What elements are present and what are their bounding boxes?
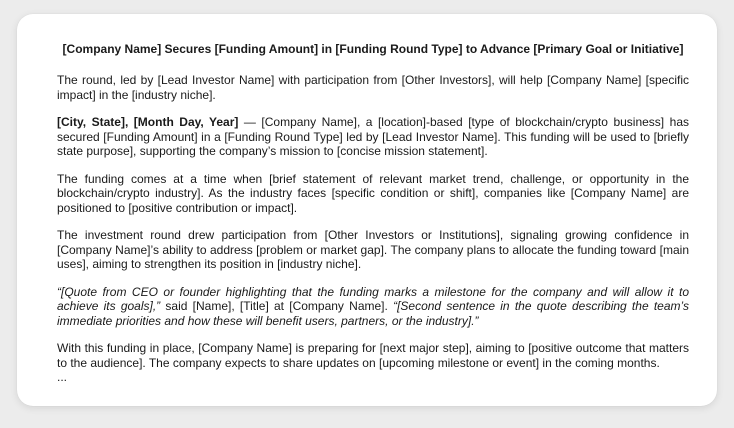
press-release-title: [Company Name] Secures [Funding Amount] in [Funding Round Type] to Advance [Primary Goal or Initiative]	[62, 42, 684, 56]
continuation-ellipsis: ...	[57, 370, 68, 384]
lead-paragraph	[57, 115, 689, 159]
summary-paragraph: The round, led by [Lead Investor Name] with participation from [Other Investors], will help [Company Name] [specific impact] in the [industry niche].	[57, 73, 689, 102]
quote-first-part: “[Quote from CEO or founder highlighting that the funding marks a milestone for the company and will allow it to achieve its goals],”	[57, 284, 689, 313]
quote-second-part: “[Second sentence in the quote describing the team’s immediate priorities and how these will benefit users, partners, or the industry].”	[57, 299, 689, 328]
context-paragraph: The funding comes at a time when [brief statement of relevant market trend, challenge, or opportunity in the blockchain/crypto industry]. As the industry faces [specific condition or shift], companies like [Company Name] are positioned to [positive contribution or impact].	[57, 171, 689, 215]
investors-paragraph: The investment round drew participation from [Other Investors or Institutions], signaling growing confidence in [Company Name]’s ability to address [problem or market gap]. The company plans to allocate the funding toward [main uses], aiming to strengthen its position in [industry niche].	[57, 228, 689, 271]
quote-attribution: said [Name], [Title] at [Company Name].	[160, 299, 394, 313]
quote-paragraph	[57, 285, 689, 329]
outlook-paragraph: With this funding in place, [Company Name] is preparing for [next major step], aiming to [positive outcome that matters to the audience]. The company expects to share updates on [upcoming milestone or event] in the coming months.	[57, 341, 689, 370]
document-card	[17, 14, 717, 406]
lead-paragraph-body: — [Company Name], a [location]-based [type of blockchain/crypto business] has secured [Funding Amount] in a [Funding Round Type] led by [Lead Investor Name]. This funding will be used to [briefly state purpose], supporting the company’s mission to [concise mission statement].	[57, 115, 689, 158]
dateline: [City, State], [Month Day, Year]	[57, 115, 239, 129]
